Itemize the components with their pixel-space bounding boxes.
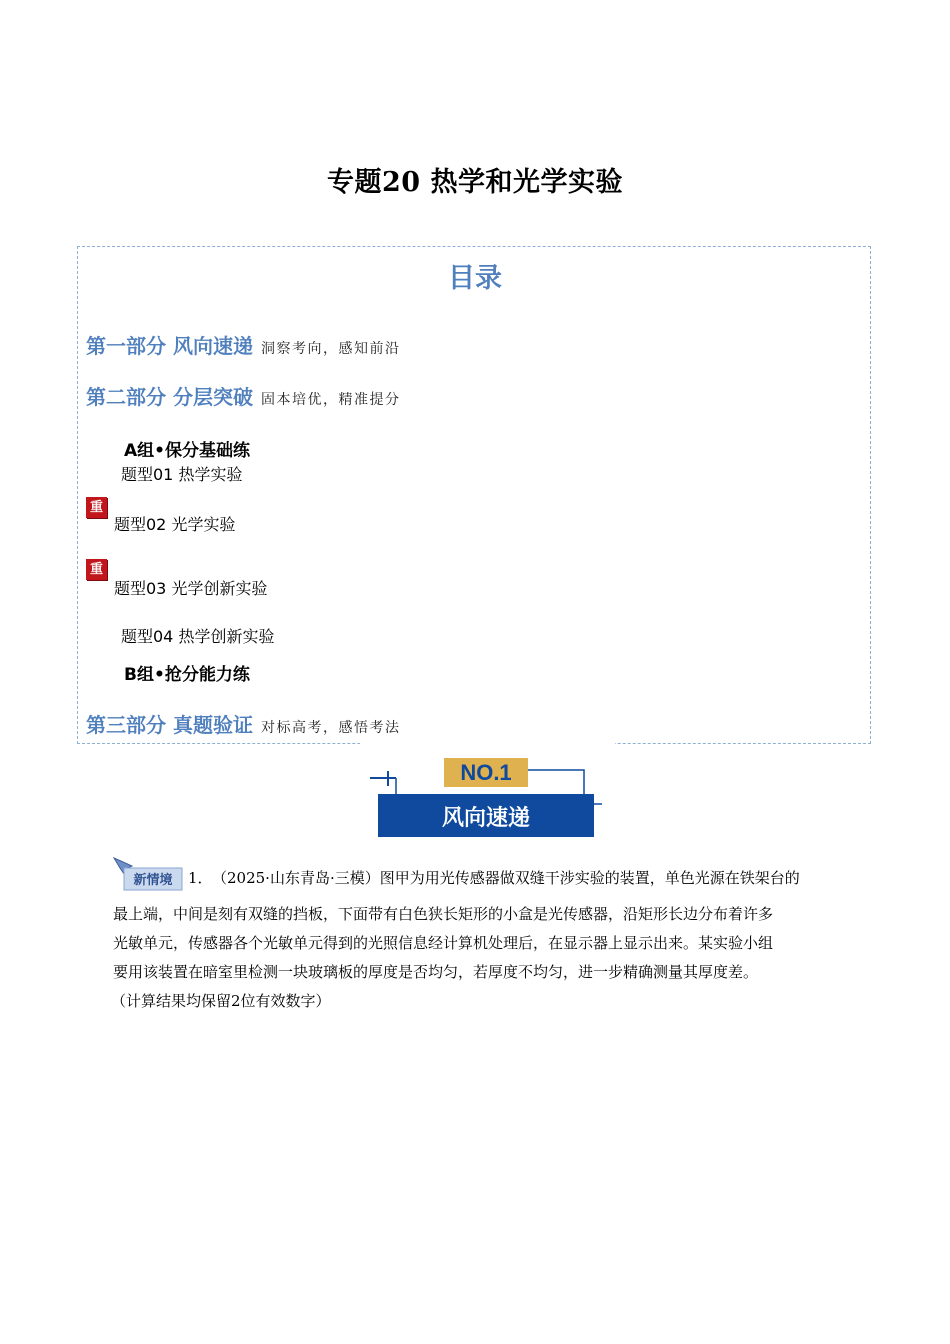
- toc-item-3[interactable]: 题型03 光学创新实验: [114, 579, 268, 598]
- toc-part-2[interactable]: [86, 381, 400, 410]
- question-line-2: 最上端，中间是刻有双缝的挡板，下面带有白色狭长矩形的小盒是光传感器，沿矩形长边分布着许多: [113, 905, 774, 923]
- question-line-3: 光敏单元，传感器各个光敏单元得到的光照信息经计算机处理后，在显示器上显示出来。某实验小组: [113, 934, 774, 952]
- document-title: 专题20 热学和光学实验: [327, 167, 623, 198]
- banner-connector-right: [528, 770, 584, 794]
- toc-part-title: 第一部分 风向速递: [86, 334, 253, 358]
- toc-item-2[interactable]: 题型02 光学实验: [114, 515, 236, 534]
- toc-item-4[interactable]: 题型04 热学创新实验: [121, 627, 275, 646]
- question-line-5: （计算结果均保留2位有效数字）: [111, 992, 331, 1010]
- question-line-4: 要用该装置在暗室里检测一块玻璃板的厚度是否均匀，若厚度不均匀，进一步精确测量其厚度差。: [113, 963, 759, 981]
- new-context-tag: [110, 856, 186, 892]
- toc-part-1[interactable]: [86, 330, 400, 359]
- toc-part-subtitle: 对标高考，感悟考法: [260, 720, 401, 736]
- toc-part-subtitle: 固本培优，精准提分: [260, 392, 401, 408]
- toc-group-a[interactable]: A组•保分基础练: [124, 441, 251, 461]
- toc-frame-gap: [360, 742, 615, 748]
- toc-part-3[interactable]: [86, 709, 400, 738]
- key-badge-icon: 重: [86, 559, 107, 580]
- section-banner: [370, 756, 610, 840]
- banner-title: 风向速递: [441, 806, 531, 831]
- question-number: 1．: [188, 869, 213, 887]
- toc-group-b[interactable]: B组•抢分能力练: [124, 665, 250, 685]
- toc-part-subtitle: 洞察考向，感知前沿: [260, 341, 401, 357]
- toc-part-title: 第二部分 分层突破: [86, 385, 253, 409]
- key-badge-icon: 重: [86, 497, 107, 518]
- toc-heading: 目录: [448, 263, 502, 294]
- tag-label: 新情境: [133, 873, 173, 888]
- toc-part-title: 第三部分 真题验证: [86, 713, 253, 737]
- banner-number: NO.1: [460, 760, 512, 785]
- toc-item-1[interactable]: 题型01 热学实验: [121, 465, 243, 484]
- question-line-1: （2025·山东青岛·三模）图甲为用光传感器做双缝干涉实验的装置，单色光源在铁架台的: [212, 869, 800, 887]
